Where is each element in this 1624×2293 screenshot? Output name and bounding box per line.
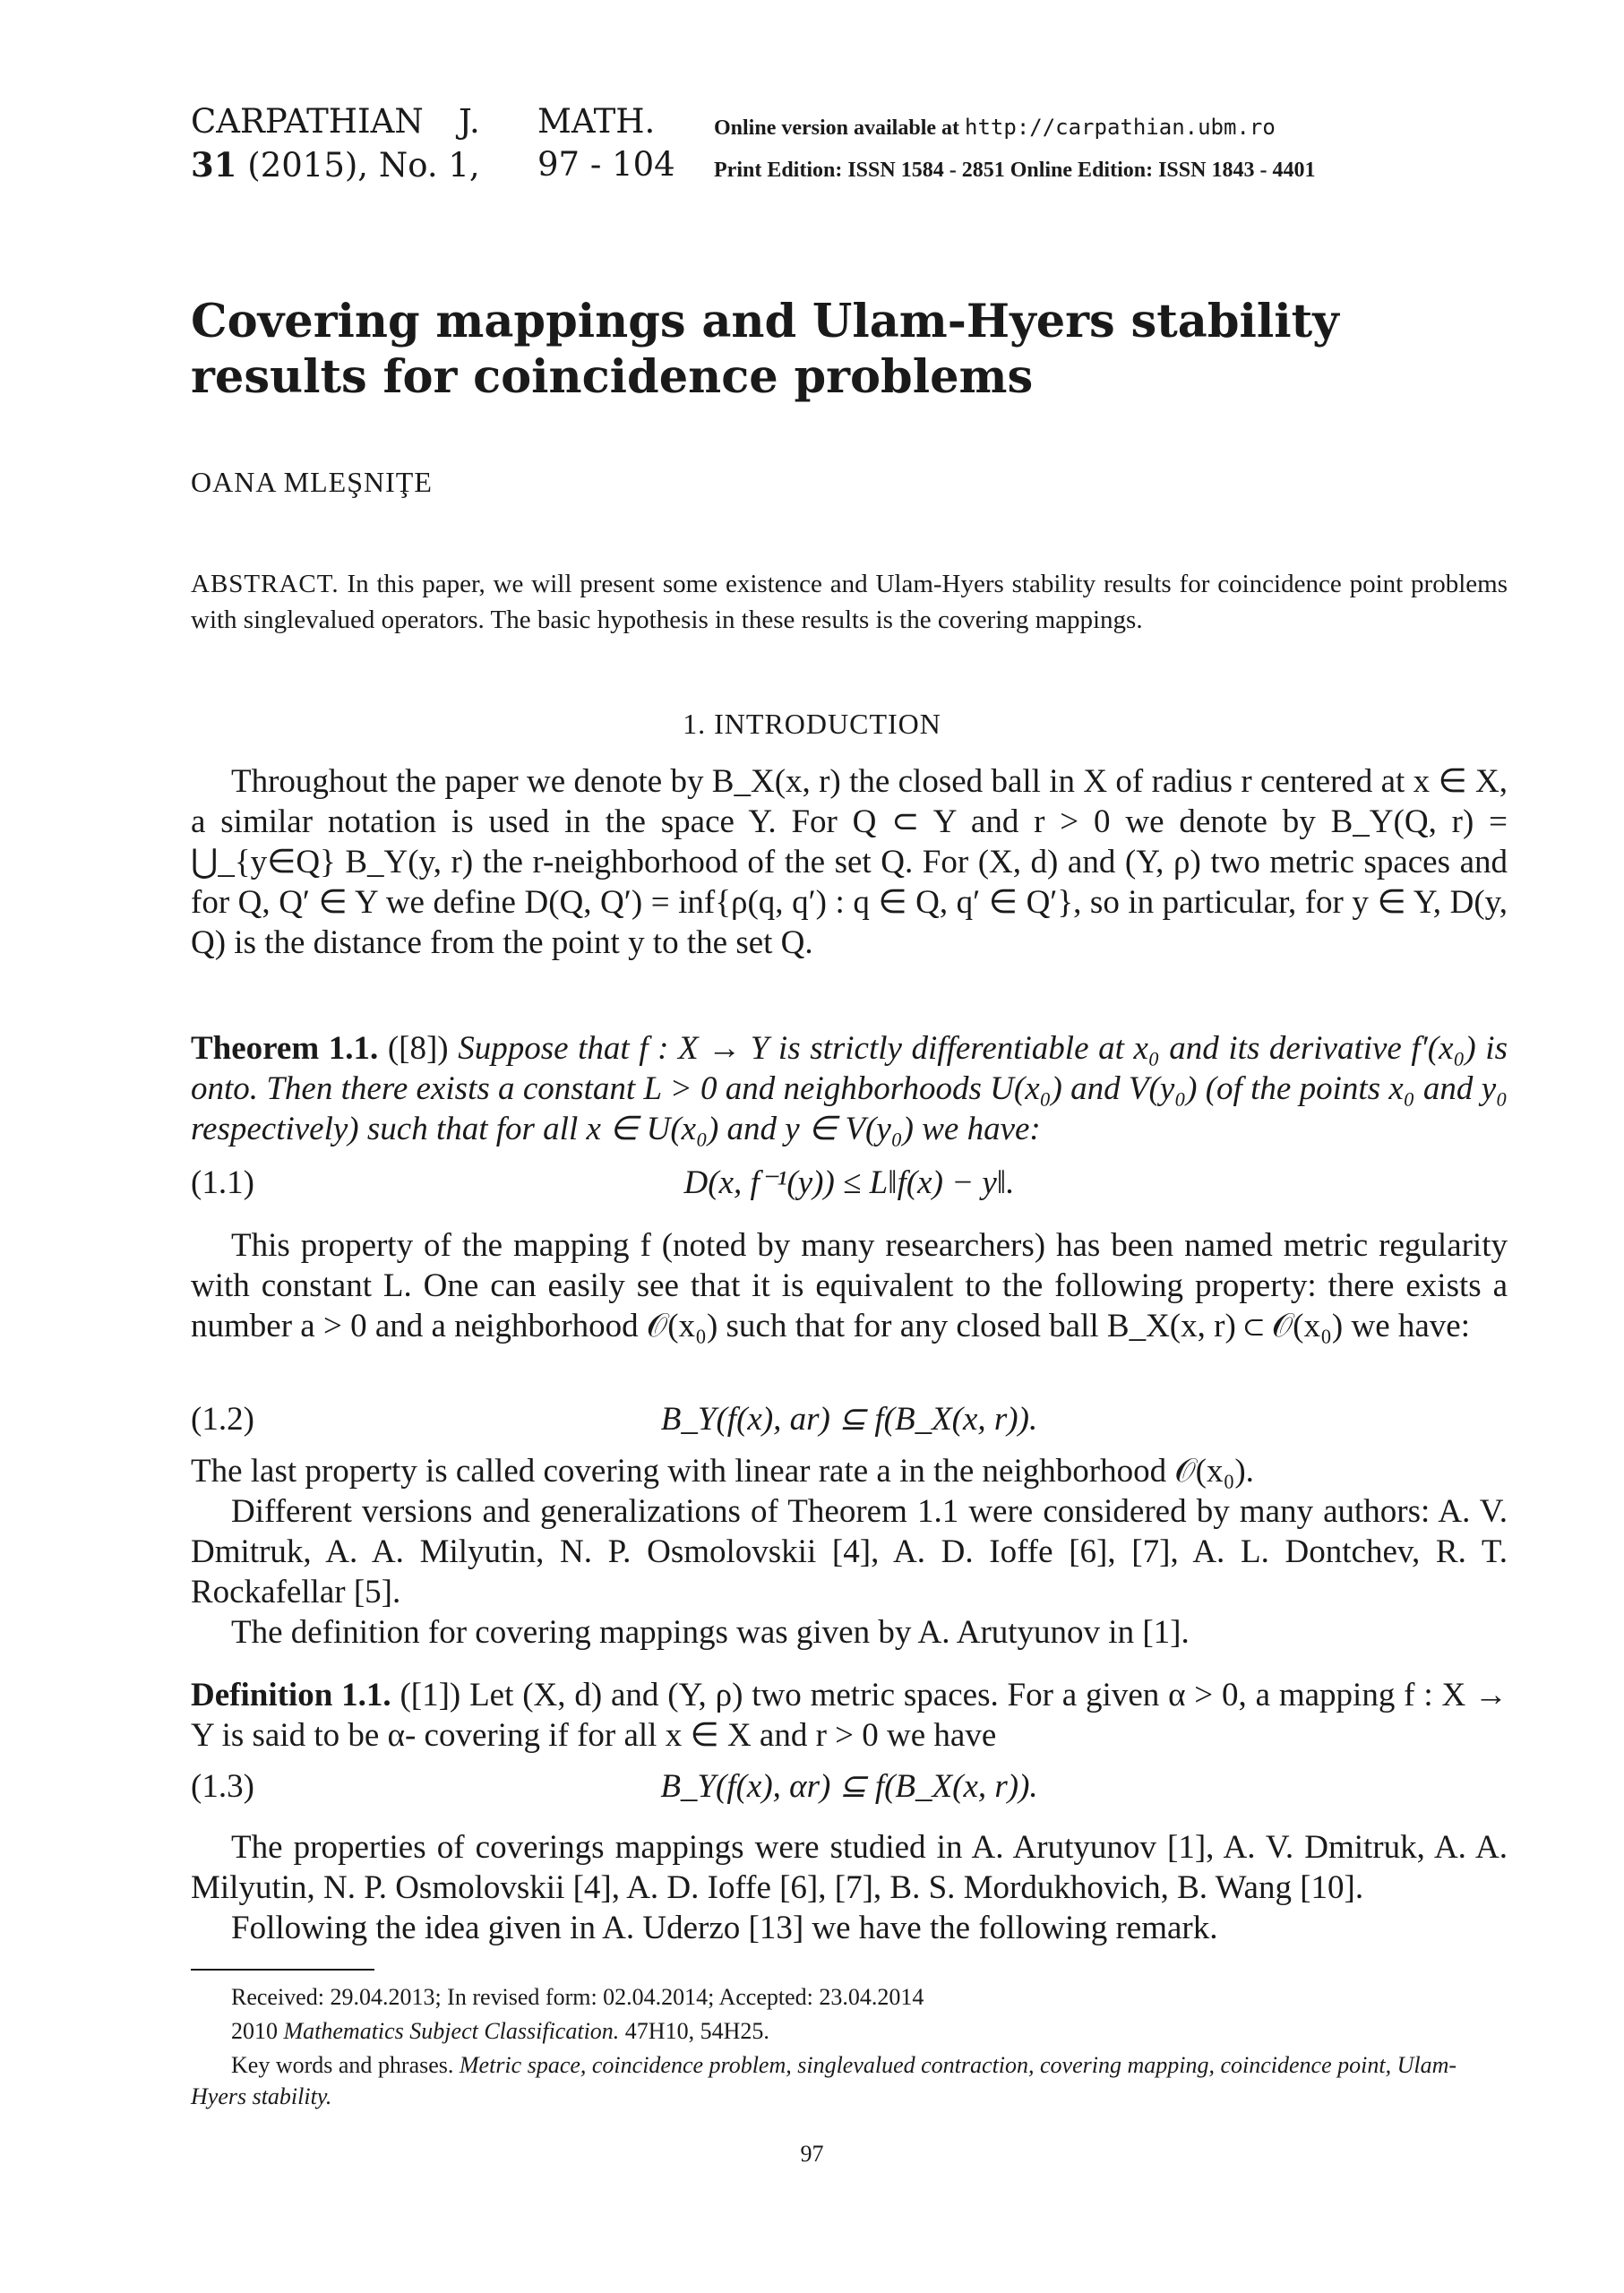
metric-regularity-paragraph: This property of the mapping f (noted by many researchers) has been named metric regularity with constant L. One can easily see that it is equivalent to the following property: there exists a number a > 0 and a neighborhood 𝒪(x₀) such that for any closed ball B_X(x, r) ⊂ 𝒪(x₀) we have: [191,1227,1508,1344]
msc-label: Mathematics Subject Classification. [283,2018,620,2044]
equation-number: (1.3) [191,1768,254,1805]
volume-issue: (2015), No. 1, [236,146,480,185]
keywords-label: Key words and phrases. [231,2052,454,2078]
equation-1-1 [191,1163,1508,1203]
properties-paragraph: The properties of coverings mappings were studied in A. Arutyunov [1], A. V. Dmitruk, A. A. Milyutin, N. P. Osmolovskii [4], A. D. Ioffe [6], [7], B. S. Mordukhovich, B. Wang [10]. [191,1829,1508,1906]
definition-label: Definition 1.1. [191,1677,391,1713]
online-url[interactable]: http://carpathian.ubm.ro [965,115,1276,140]
intro-paragraph: Throughout the paper we denote by B_X(x, r) the closed ball in X of radius r centered at x ∈ X, a similar notation is used in the space Y. For Q ⊂ Y and r > 0 we denote by B_Y(Q, r) = ⋃_{y∈Q} B_Y(y, r) the r-neighborhood of the set Q. For (X, d) and (Y, ρ) two metric spaces and for Q, Q′ ∈ Y we define D(Q, Q′) = inf{ρ(q, q′) : q ∈ Q, q′ ∈ Q′}, so in particular, for y ∈ Y, D(y, Q) is the distance from the point y to the set Q. [191,763,1508,961]
theorem-label: Theorem 1.1. [191,1030,379,1067]
journal-volume [191,143,480,187]
definition-1-1 [191,1675,1508,1756]
equation-number: (1.2) [191,1401,254,1438]
msc-year: 2010 [231,2018,284,2044]
versions-paragraph: Different versions and generalizations of Theorem 1.1 were considered by many authors: A. V. Dmitruk, A. A. Milyutin, N. P. Osmolovskii [4], A. D. Ioffe [6], [7], A. L. Dontchev, R. T. Rockafellar [5]. [191,1493,1508,1610]
footnote-rule [191,1969,374,1971]
abstract [191,566,1508,638]
equation-body: D(x, f⁻¹(y)) ≤ L‖f(x) − y‖. [683,1164,1015,1201]
theorem-ref: ([8]) [378,1030,459,1067]
msc-codes: 47H10, 54H25. [619,2018,769,2044]
online-prefix: Online version available at [714,116,966,140]
journal-pages: 97 - 104 [537,145,675,184]
footnote-received: Received: 29.04.2013; In revised form: 02.04.2014; Accepted: 23.04.2014 [231,1984,924,2010]
journal-math: MATH. [537,102,656,141]
paper-title: Covering mappings and Ulam-Hyers stability results for coincidence problems [191,295,1339,404]
definition-text: ([1]) Let (X, d) and (Y, ρ) two metric spaces. For a given α > 0, a mapping f : X → Y is said to be α- covering if for all x ∈ X and r > 0 we have [191,1677,1508,1754]
journal-j: J. [459,102,480,141]
online-version-line [714,106,1276,150]
author-name: OANA MLEŞNIŢE [191,466,433,498]
section-heading: 1. INTRODUCTION [683,708,941,740]
equation-body: B_Y(f(x), ar) ⊆ f(B_X(x, r)). [660,1401,1038,1438]
issn-line: Print Edition: ISSN 1584 - 2851 Online Edition: ISSN 1843 - 4401 [714,159,1316,182]
covering-linear-rate-sentence: The last property is called covering with linear rate a in the neighborhood 𝒪(x₀). [191,1453,1254,1490]
page-number: 97 [800,2141,824,2167]
equation-1-3 [191,1766,1508,1807]
abstract-label: ABSTRACT. [191,570,339,598]
abstract-text: In this paper, we will present some existence and Ulam-Hyers stability results for coincidence point problems with singlevalued operators. The basic hypothesis in these results is the covering mappings. [191,570,1508,634]
theorem-1-1 [191,1028,1508,1149]
journal-name: CARPATHIAN [191,102,424,141]
equation-1-2 [191,1399,1508,1439]
footnote-msc [231,2015,1508,2047]
remark-intro-sentence: Following the idea given in A. Uderzo [13] we have the following remark. [231,1910,1218,1946]
volume-number: 31 [191,145,237,185]
equation-number: (1.1) [191,1164,254,1201]
equation-body: B_Y(f(x), αr) ⊆ f(B_X(x, r)). [660,1768,1038,1805]
keywords-text: Metric space, coincidence problem, singlevalued contraction, covering mapping, coincidence point, Ulam-Hyers stability. [191,2052,1457,2109]
theorem-text: Suppose that f : X → Y is strictly differentiable at x₀ and its derivative f′(x₀) is onto. Then there exists a constant L > 0 and neighborhoods U(x₀) and V(y₀) (of the points x₀ and y₀ respectively) such that for all x ∈ U(x₀) and y ∈ V(y₀) we have: [191,1030,1508,1147]
definition-intro-sentence: The definition for covering mappings was given by A. Arutyunov in [1]. [231,1614,1190,1651]
footnote-keywords [191,2049,1508,2112]
